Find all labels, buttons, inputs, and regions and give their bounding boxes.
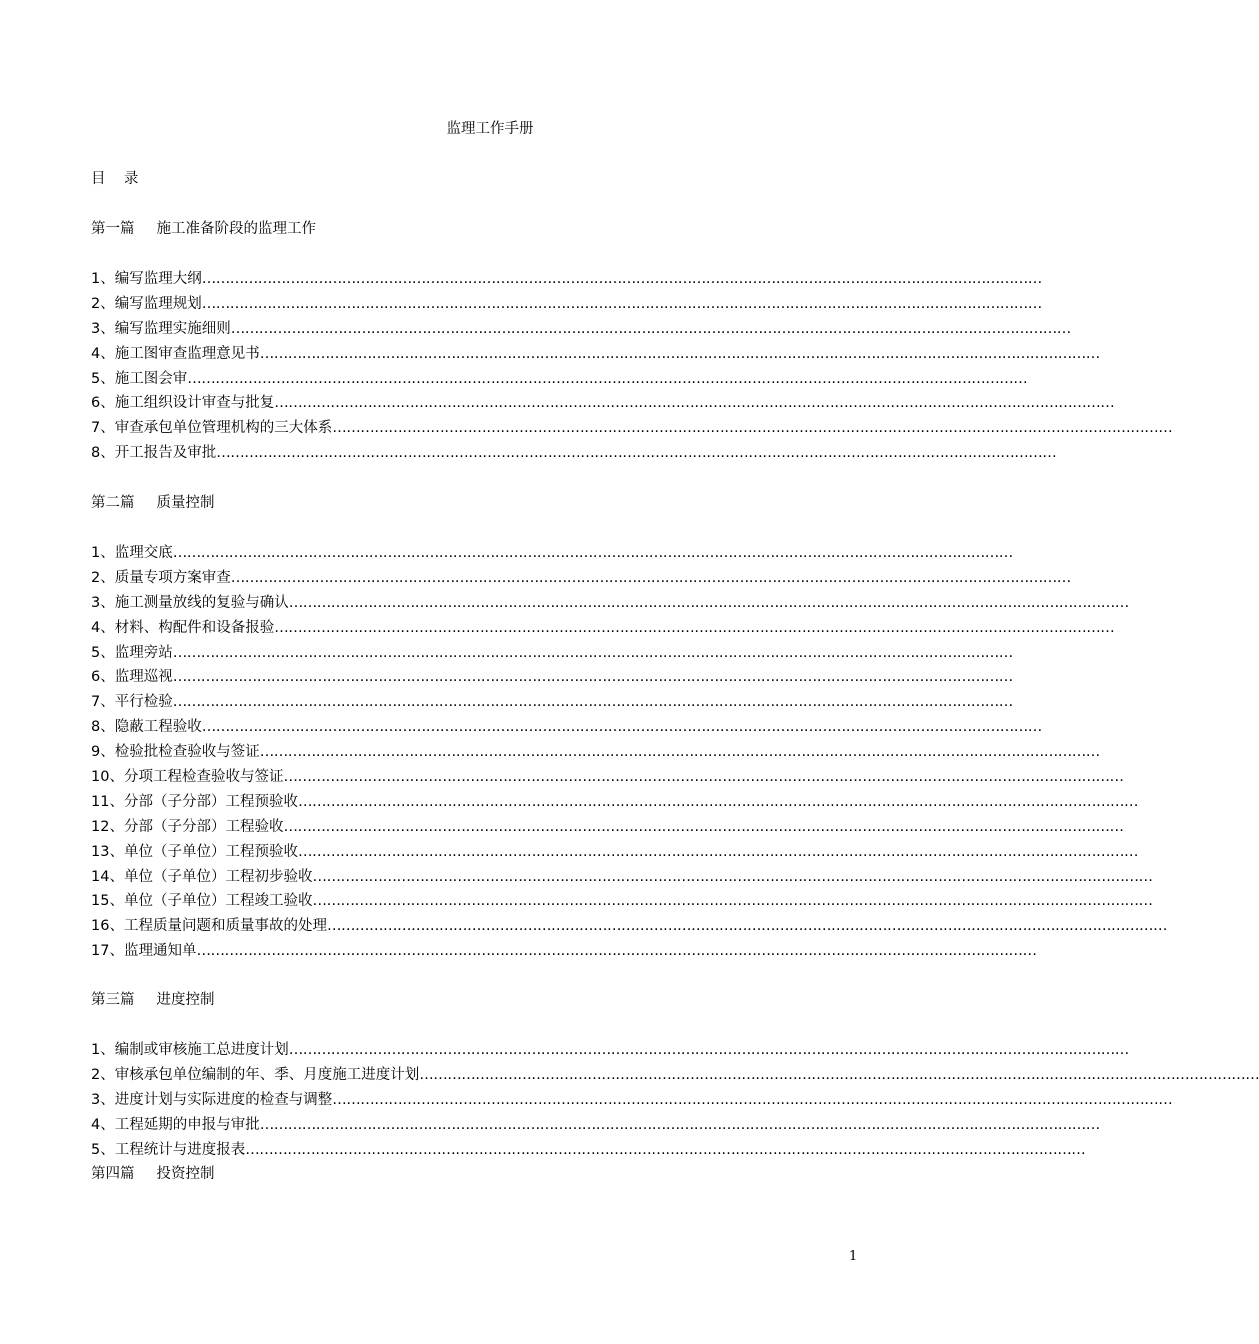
dot-leader: ………………………………………………………………………………………………………………………………………………………………	[172, 644, 1013, 661]
toc-entry-text: 平行检验	[114, 694, 173, 711]
dot-leader: ………………………………………………………………………………………………………………………………………………………………	[201, 271, 1042, 287]
toc-entry-number: 2、	[91, 1066, 115, 1083]
dot-leader: ………………………………………………………………………………………………………………………………………………………………	[230, 569, 1071, 586]
toc-entry-number: 4、	[91, 345, 115, 362]
dot-leader: ………………………………………………………………………………………………………………………………………………………………	[259, 1116, 1100, 1133]
toc-entry-text: 施工图审查监理意见书	[114, 345, 260, 362]
dot-leader: ………………………………………………………………………………………………………………………………………………………………	[230, 320, 1071, 337]
dot-leader: ………………………………………………………………………………………………………………………………………………………………	[201, 295, 1042, 312]
toc-entry-text: 编写监理规划	[114, 295, 202, 312]
toc-entry	[91, 715, 1042, 740]
toc-entry-text: 隐蔽工程验收	[114, 719, 202, 736]
toc-entry-text: 审核承包单位编制的年、季、月度施工进度计划	[114, 1066, 420, 1083]
dot-leader: ………………………………………………………………………………………………………………………………………………………………	[419, 1066, 1259, 1083]
section-label: 第三篇	[91, 992, 135, 1008]
section-3	[91, 989, 1259, 1162]
toc-entry-text: 进度计划与实际进度的检查与调整	[114, 1091, 333, 1108]
dot-leader: ………………………………………………………………………………………………………………………………………………………………	[297, 843, 1138, 860]
toc-entry	[91, 865, 1153, 890]
dot-leader: ………………………………………………………………………………………………………………………………………………………………	[274, 619, 1115, 636]
page-number: 1	[849, 1249, 858, 1264]
toc-entry-number: 5、	[91, 370, 115, 387]
dot-leader: ………………………………………………………………………………………………………………………………………………………………	[259, 744, 1100, 761]
toc-entry	[91, 317, 1071, 342]
toc-entry-text: 单位（子单位）工程竣工验收	[123, 893, 313, 910]
dot-leader: ………………………………………………………………………………………………………………………………………………………………	[312, 893, 1153, 910]
toc-entry-text: 施工组织设计审查与批复	[114, 395, 275, 412]
toc-entry-number: 3、	[91, 1091, 115, 1108]
toc-entry-text: 监理交底	[114, 545, 173, 561]
toc-entry	[91, 790, 1138, 815]
toc-entry-number: 6、	[91, 395, 115, 412]
section-label: 第二篇	[91, 495, 135, 511]
toc-entry-text: 编写监理实施细则	[114, 320, 231, 337]
toc-entry-number: 8、	[91, 445, 115, 462]
toc-list	[91, 541, 1167, 964]
toc-entry	[91, 367, 1028, 392]
toc-entry-text: 施工测量放线的复验与确认	[114, 594, 289, 611]
dot-leader: ………………………………………………………………………………………………………………………………………………………………	[259, 345, 1100, 362]
toc-entry	[91, 914, 1167, 939]
toc-entry	[91, 342, 1100, 367]
toc-entry-text: 监理巡视	[114, 669, 173, 686]
toc-entry	[91, 1138, 1086, 1163]
toc-entry-number: 3、	[91, 320, 115, 337]
section-label: 第四篇	[91, 1166, 135, 1182]
toc-entry-number: 4、	[91, 619, 115, 636]
dot-leader: ………………………………………………………………………………………………………………………………………………………………	[312, 868, 1153, 885]
toc-entry-number: 7、	[91, 694, 115, 711]
dot-leader: ………………………………………………………………………………………………………………………………………………………………	[172, 694, 1013, 711]
toc-entry	[91, 541, 1013, 566]
toc-entry-text: 单位（子单位）工程预验收	[123, 843, 298, 860]
section-title: 施工准备阶段的监理工作	[156, 221, 316, 237]
toc-entry	[91, 765, 1124, 790]
toc-entry-text: 材料、构配件和设备报验	[114, 619, 275, 636]
toc-entry-text: 监理旁站	[114, 644, 173, 661]
toc-entry	[91, 840, 1138, 865]
toc-entry	[91, 641, 1013, 666]
toc-entry-number: 1、	[91, 545, 115, 561]
section-heading	[91, 1163, 215, 1185]
dot-leader: ………………………………………………………………………………………………………………………………………………………………	[172, 545, 1013, 561]
toc-entry-number: 2、	[91, 569, 115, 586]
toc-entry-text: 分项工程检查验收与签证	[123, 769, 284, 786]
document-title: 监理工作手册	[446, 121, 534, 137]
toc-entry	[91, 391, 1115, 416]
section-heading	[91, 492, 516, 514]
toc-entry-number: 1、	[91, 271, 115, 287]
dot-leader: ………………………………………………………………………………………………………………………………………………………………	[332, 1091, 1173, 1108]
toc-entry-text: 分部（子分部）工程预验收	[123, 793, 298, 810]
toc-entry	[91, 267, 1042, 292]
toc-entry-text: 质量专项方案审查	[114, 569, 231, 586]
dot-leader: ………………………………………………………………………………………………………………………………………………………………	[288, 1042, 1129, 1058]
section-heading	[91, 218, 516, 240]
section-heading	[91, 989, 516, 1011]
toc-entry	[91, 441, 1057, 466]
toc-entry-text: 施工图会审	[114, 370, 188, 387]
toc-list	[91, 1038, 1259, 1162]
toc-entry-number: 6、	[91, 669, 115, 686]
toc-entry-number: 9、	[91, 744, 115, 761]
toc-entry-number: 4、	[91, 1116, 115, 1133]
toc-entry-number: 11、	[91, 793, 124, 810]
toc-entry-text: 分部（子分部）工程验收	[123, 818, 284, 835]
dot-leader: ………………………………………………………………………………………………………………………………………………………………	[326, 918, 1167, 935]
dot-leader: ………………………………………………………………………………………………………………………………………………………………	[187, 370, 1028, 387]
section-title: 投资控制	[156, 1166, 215, 1182]
toc-entry-number: 13、	[91, 843, 124, 860]
toc-entry-text: 工程质量问题和质量事故的处理	[123, 918, 327, 935]
toc-entry-number: 15、	[91, 893, 124, 910]
toc-entry-text: 编制或审核施工总进度计划	[114, 1042, 289, 1058]
toc-entry	[91, 1088, 1173, 1113]
toc-entry	[91, 292, 1042, 317]
toc-entry-number: 8、	[91, 719, 115, 736]
toc-entry-number: 3、	[91, 594, 115, 611]
toc-entry	[91, 939, 1037, 964]
toc-heading: 目 录	[91, 171, 139, 187]
toc-entry-number: 5、	[91, 644, 115, 661]
section-title: 质量控制	[156, 495, 215, 511]
toc-entry	[91, 616, 1115, 641]
section-title: 进度控制	[156, 992, 215, 1008]
toc-entry	[91, 815, 1124, 840]
toc-entry	[91, 591, 1129, 616]
toc-entry-number: 14、	[91, 868, 124, 885]
toc-entry-number: 10、	[91, 769, 124, 786]
toc-entry	[91, 690, 1013, 715]
toc-list	[91, 267, 1173, 466]
dot-leader: ………………………………………………………………………………………………………………………………………………………………	[283, 818, 1124, 835]
toc-entry-number: 2、	[91, 295, 115, 312]
toc-entry-text: 开工报告及审批	[114, 445, 217, 462]
section-4	[91, 1163, 215, 1212]
dot-leader: ………………………………………………………………………………………………………………………………………………………………	[196, 943, 1037, 960]
toc-entry-text: 检验批检查验收与签证	[114, 744, 260, 761]
toc-entry-text: 审查承包单位管理机构的三大体系	[114, 420, 333, 437]
toc-entry-number: 5、	[91, 1141, 115, 1158]
toc-entry-number: 1、	[91, 1042, 115, 1058]
toc-entry-text: 工程统计与进度报表	[114, 1141, 246, 1158]
toc-entry-text: 监理通知单	[123, 943, 197, 960]
toc-entry-text: 编写监理大纲	[114, 271, 202, 287]
toc-entry	[91, 1038, 1129, 1063]
dot-leader: ………………………………………………………………………………………………………………………………………………………………	[245, 1141, 1086, 1158]
toc-entry-number: 17、	[91, 943, 124, 960]
toc-entry	[91, 889, 1153, 914]
section-label: 第一篇	[91, 221, 135, 237]
toc-entry	[91, 665, 1013, 690]
toc-entry	[91, 566, 1071, 591]
toc-entry	[91, 416, 1173, 441]
toc-entry-number: 16、	[91, 918, 124, 935]
section-2	[91, 492, 1167, 964]
dot-leader: ………………………………………………………………………………………………………………………………………………………………	[297, 793, 1138, 810]
dot-leader: ………………………………………………………………………………………………………………………………………………………………	[283, 769, 1124, 786]
dot-leader: ………………………………………………………………………………………………………………………………………………………………	[201, 719, 1042, 736]
toc-entry	[91, 1113, 1100, 1138]
toc-entry-text: 工程延期的申报与审批	[114, 1116, 260, 1133]
dot-leader: ………………………………………………………………………………………………………………………………………………………………	[274, 395, 1115, 412]
dot-leader: ………………………………………………………………………………………………………………………………………………………………	[332, 420, 1173, 437]
toc-entry	[91, 740, 1100, 765]
dot-leader: ………………………………………………………………………………………………………………………………………………………………	[216, 445, 1057, 462]
toc-entry	[91, 1063, 1259, 1088]
toc-entry-number: 7、	[91, 420, 115, 437]
toc-entry-number: 12、	[91, 818, 124, 835]
section-1	[91, 218, 1173, 466]
dot-leader: ………………………………………………………………………………………………………………………………………………………………	[172, 669, 1013, 686]
toc-entry-text: 单位（子单位）工程初步验收	[123, 868, 313, 885]
dot-leader: ………………………………………………………………………………………………………………………………………………………………	[288, 594, 1129, 611]
